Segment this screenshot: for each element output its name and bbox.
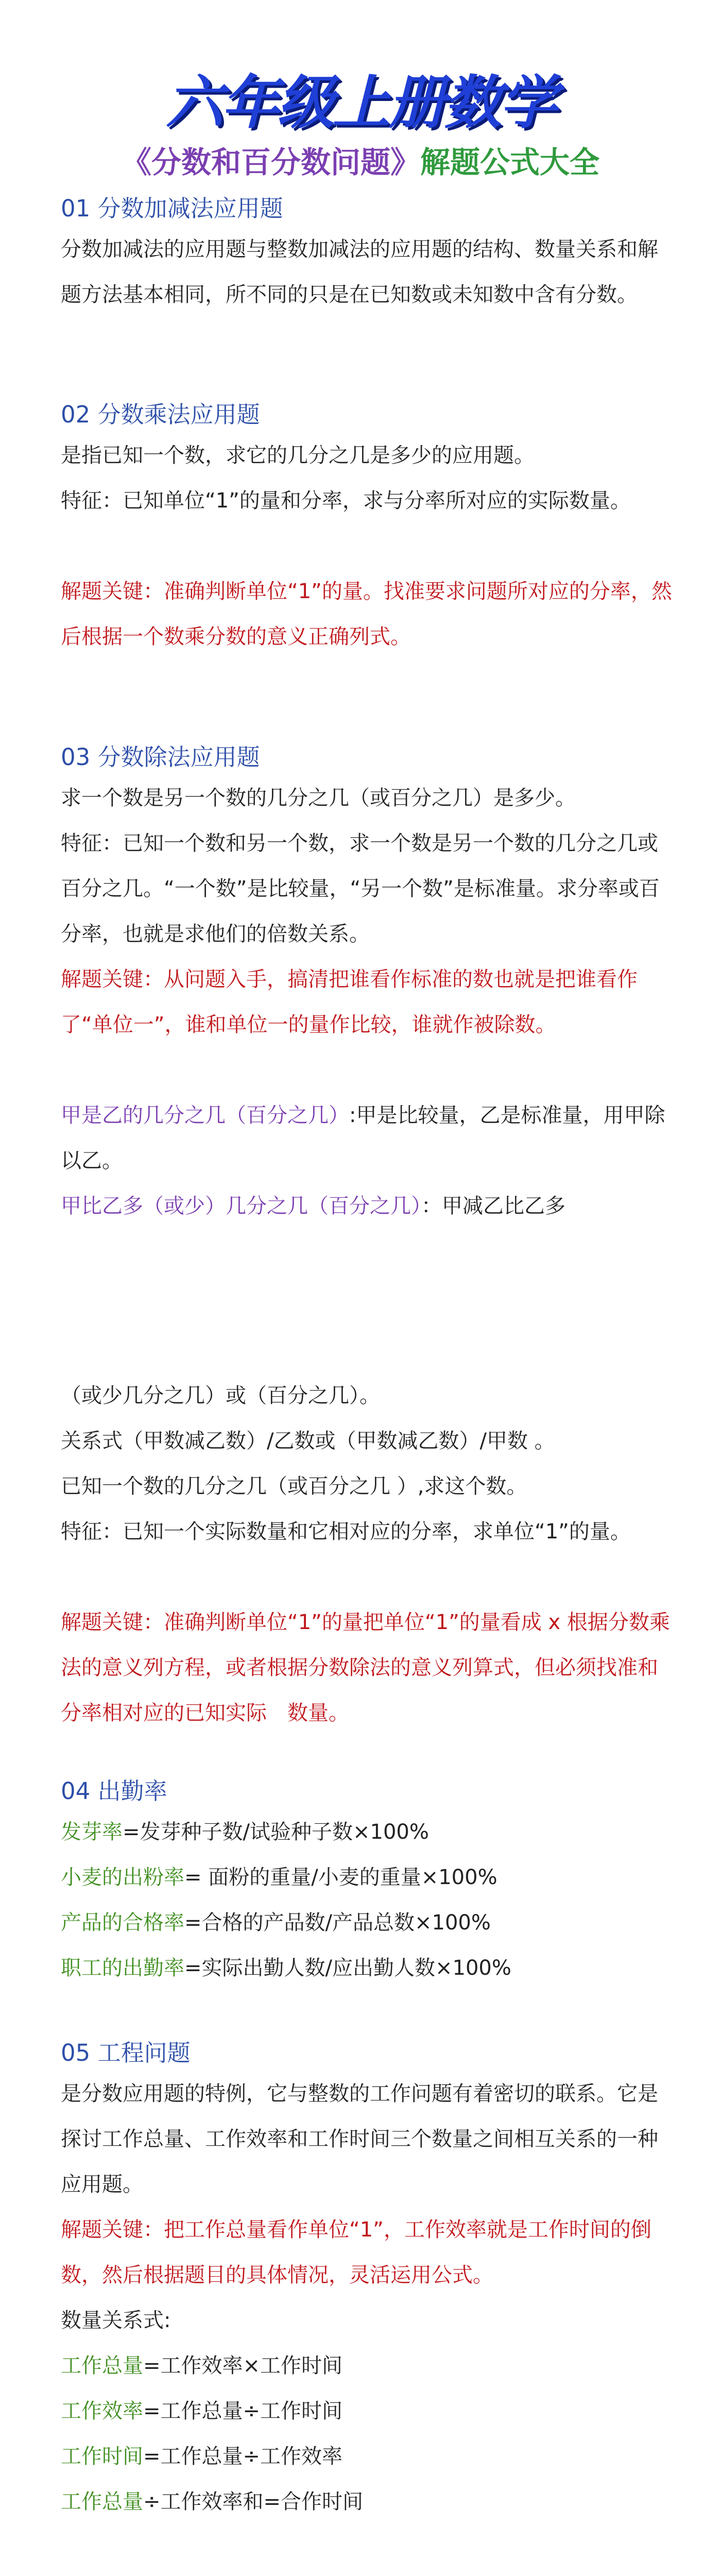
formula-text: =工作效率×工作时间 bbox=[143, 2354, 343, 2378]
formula-label: 职工的出勤率 bbox=[61, 1956, 184, 1980]
formula-row bbox=[61, 1945, 674, 1991]
section-01-paragraph: 分数加减法的应用题与整数加减法的应用题的结构、数量关系和解题方法基本相同，所不同的只是在已知数或未知数中含有分数。 bbox=[61, 238, 658, 307]
formula-text: ÷工作效率和=合作时间 bbox=[143, 2490, 364, 2514]
section-03-rule-more-less bbox=[61, 1183, 674, 1229]
rule-ratio-text: :甲是比较量，乙是标准量，用甲除以乙。 bbox=[61, 1104, 665, 1173]
formula-text: =发芽种子数/试验种子数×100% bbox=[123, 1820, 429, 1844]
section-03-feature: 特征：已知一个数和另一个数，求一个数是另一个数的几分之几或百分之几。“一个数”是比较量，“另一个数”是标准量。求分率或百分率，也就是求他们的倍数关系。 bbox=[61, 832, 660, 946]
section-03-heading: 03 分数除法应用题 bbox=[61, 743, 260, 771]
page-title bbox=[0, 142, 721, 183]
section-03-known-fraction: 已知一个数的几分之几（或百分之几 ）,求这个数。 bbox=[61, 1475, 527, 1498]
formula-label: 产品的合格率 bbox=[61, 1911, 184, 1935]
formula-row bbox=[61, 2434, 674, 2479]
formula-text: =工作总量÷工作时间 bbox=[143, 2399, 343, 2423]
section-01-heading: 01 分数加减法应用题 bbox=[61, 195, 283, 222]
formula-label: 发芽率 bbox=[61, 1820, 123, 1844]
section-02-heading: 02 分数乘法应用题 bbox=[61, 401, 260, 428]
formula-row bbox=[61, 1855, 674, 1900]
formula-text: =合格的产品数/产品总数×100% bbox=[184, 1911, 491, 1935]
formula-row bbox=[61, 2343, 674, 2388]
formula-label: 工作效率 bbox=[61, 2399, 143, 2423]
title-part-book: 《分数和百分数问题》 bbox=[121, 145, 420, 180]
formula-text: =实际出勤人数/应出勤人数×100% bbox=[184, 1956, 511, 1980]
title-part-formulas: 解题公式大全 bbox=[420, 145, 600, 180]
brand-logo: 六年级上册数学 bbox=[166, 70, 555, 137]
section-02-key: 解题关键：准确判断单位“1”的量。找准要求问题所对应的分率，然后根据一个数乘分数的意义正确列式。 bbox=[61, 580, 672, 649]
section-03-rule-ratio bbox=[61, 1093, 674, 1183]
section-02-definition: 是指已知一个数，求它的几分之几是多少的应用题。 bbox=[61, 444, 535, 467]
formula-text: =工作总量÷工作效率 bbox=[143, 2445, 343, 2468]
formula-label: 工作时间 bbox=[61, 2445, 143, 2468]
formula-row bbox=[61, 1809, 674, 1855]
section-03-continuation: （或少几分之几）或（百分之几）。 bbox=[61, 1384, 380, 1408]
formula-row bbox=[61, 2388, 674, 2434]
section-03-relation: 关系式（甲数减乙数）/乙数或（甲数减乙数）/甲数 。 bbox=[61, 1429, 555, 1453]
formula-label: 小麦的出粉率 bbox=[61, 1866, 184, 1889]
section-03-key: 解题关键：从问题入手，搞清把谁看作标准的数也就是把谁看作了“单位一”，谁和单位一的量作比较，谁就作被除数。 bbox=[61, 968, 638, 1037]
rule-ratio-label: 甲是乙的几分之几（百分之几） bbox=[61, 1104, 349, 1127]
formula-row bbox=[61, 2479, 674, 2524]
section-05-key: 解题关键：把工作总量看作单位“1”，工作效率就是工作时间的倒数，然后根据题目的具体情况，灵活运用公式。 bbox=[61, 2218, 651, 2287]
section-03-key-2: 解题关键：准确判断单位“1”的量把单位“1”的量看成 x 根据分数乘法的意义列方程，或者根据分数除法的意义列算式，但必须找准和分率相对应的已知实际 数量。 bbox=[61, 1611, 670, 1725]
formula-label: 工作总量 bbox=[61, 2490, 143, 2514]
section-02-feature: 特征：已知单位“1”的量和分率，求与分率所对应的实际数量。 bbox=[61, 489, 631, 513]
rule-more-less-text: ：甲减乙比乙多 bbox=[421, 1194, 565, 1218]
section-05-relation-title: 数量关系式: bbox=[61, 2309, 171, 2332]
section-04-heading: 04 出勤率 bbox=[61, 1777, 167, 1805]
section-03-feature-2: 特征：已知一个实际数量和它相对应的分率，求单位“1”的量。 bbox=[61, 1520, 631, 1544]
section-05-heading: 05 工程问题 bbox=[61, 2039, 191, 2066]
formula-label: 工作总量 bbox=[61, 2354, 143, 2378]
formula-row bbox=[61, 1900, 674, 1945]
section-05-definition: 是分数应用题的特例，它与整数的工作问题有着密切的联系。它是探讨工作总量、工作效率和工作时间三个数量之间相互关系的一种应用题。 bbox=[61, 2082, 658, 2196]
section-03-definition: 求一个数是另一个数的几分之几（或百分之几）是多少。 bbox=[61, 786, 576, 810]
rule-more-less-label: 甲比乙多（或少）几分之几（百分之几） bbox=[61, 1194, 421, 1218]
formula-text: = 面粉的重量/小麦的重量×100% bbox=[184, 1866, 497, 1889]
